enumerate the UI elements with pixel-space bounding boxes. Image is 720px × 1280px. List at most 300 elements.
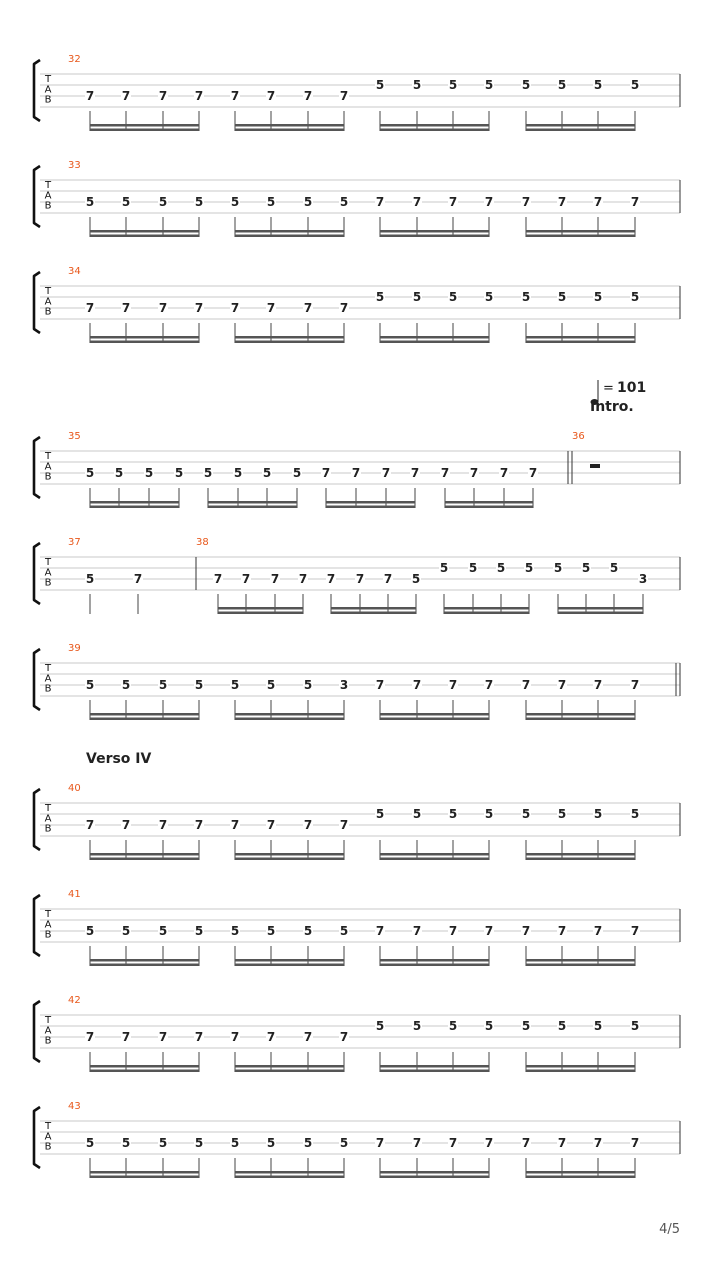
tab-clef-letter: A — [44, 84, 52, 96]
fret-number: 3 — [638, 572, 648, 586]
beam-secondary — [90, 858, 199, 861]
tab-clef-letter: A — [44, 673, 52, 685]
tab-system — [34, 537, 680, 614]
fret-number: 7 — [85, 1030, 95, 1044]
beam-primary — [235, 853, 344, 856]
fret-number: 7 — [381, 466, 391, 480]
system-bracket — [34, 1001, 40, 1062]
fret-number: 5 — [85, 1136, 95, 1150]
fret-number: 7 — [121, 89, 131, 103]
fret-number: 7 — [448, 678, 458, 692]
tab-clef — [44, 803, 52, 835]
beam-primary — [90, 501, 179, 504]
fret-number: 5 — [339, 195, 349, 209]
fret-number: 5 — [121, 195, 131, 209]
tab-clef-letter: A — [44, 919, 52, 931]
fret-number: 5 — [266, 924, 276, 938]
beam-primary — [380, 959, 489, 962]
beam-primary — [526, 336, 635, 339]
fret-number: 5 — [412, 290, 422, 304]
fret-number: 5 — [230, 678, 240, 692]
beam-primary — [526, 230, 635, 233]
tab-clef-letter: A — [44, 1131, 52, 1143]
beam-primary — [380, 1065, 489, 1068]
fret-number: 7 — [412, 195, 422, 209]
tab-system — [34, 783, 680, 860]
fret-number: 5 — [448, 78, 458, 92]
tempo-value: 101 — [617, 380, 647, 396]
fret-number: 7 — [158, 1030, 168, 1044]
fret-number: 5 — [557, 290, 567, 304]
beam-secondary — [526, 1070, 635, 1073]
fret-number: 5 — [411, 572, 421, 586]
fret-number: 7 — [266, 301, 276, 315]
beam-secondary — [526, 129, 635, 132]
fret-number: 5 — [339, 1136, 349, 1150]
fret-number: 7 — [194, 1030, 204, 1044]
beam-secondary — [90, 235, 199, 238]
tab-system — [34, 431, 680, 508]
fret-number: 5 — [303, 1136, 313, 1150]
fret-number: 7 — [499, 466, 509, 480]
measure-number: 34 — [68, 266, 81, 277]
fret-number: 7 — [375, 678, 385, 692]
fret-number: 7 — [412, 678, 422, 692]
fret-number: 5 — [484, 290, 494, 304]
fret-number: 5 — [375, 290, 385, 304]
fret-number: 7 — [230, 89, 240, 103]
tab-clef-letter: T — [44, 1121, 52, 1132]
tab-clef-letter: A — [44, 190, 52, 202]
beam-secondary — [526, 1176, 635, 1179]
fret-number: 5 — [412, 1019, 422, 1033]
system-bracket — [34, 272, 40, 333]
fret-number: 5 — [194, 1136, 204, 1150]
fret-number: 7 — [158, 818, 168, 832]
beam-secondary — [235, 964, 344, 967]
fret-number: 7 — [630, 678, 640, 692]
tempo-equals: = — [603, 381, 614, 396]
beam-secondary — [208, 506, 297, 509]
tab-clef-letter: A — [44, 813, 52, 825]
fret-number: 5 — [144, 466, 154, 480]
beam-secondary — [445, 506, 533, 509]
measure-number: 40 — [68, 783, 81, 794]
fret-number: 7 — [521, 924, 531, 938]
beam-primary — [235, 713, 344, 716]
beam-secondary — [90, 129, 199, 132]
tab-clef — [44, 286, 52, 318]
fret-number: 7 — [270, 572, 280, 586]
beam-primary — [90, 853, 199, 856]
tab-clef-letter: A — [44, 567, 52, 579]
beam-primary — [90, 1171, 199, 1174]
tab-clef — [44, 1121, 52, 1153]
fret-number: 5 — [521, 1019, 531, 1033]
fret-number: 7 — [528, 466, 538, 480]
fret-number: 7 — [630, 924, 640, 938]
fret-number: 7 — [557, 678, 567, 692]
fret-number: 7 — [158, 89, 168, 103]
beam-secondary — [90, 1070, 199, 1073]
fret-number: 5 — [581, 561, 591, 575]
fret-number: 5 — [375, 1019, 385, 1033]
beam-secondary — [444, 612, 529, 615]
beam-secondary — [380, 718, 489, 721]
tab-clef-letter: T — [44, 180, 52, 191]
fret-number: 5 — [266, 1136, 276, 1150]
fret-number: 7 — [298, 572, 308, 586]
fret-number: 7 — [383, 572, 393, 586]
beam-secondary — [526, 858, 635, 861]
system-bracket — [34, 166, 40, 227]
tab-clef — [44, 180, 52, 212]
fret-number: 7 — [484, 195, 494, 209]
fret-number: 5 — [114, 466, 124, 480]
fret-number: 7 — [266, 1030, 276, 1044]
beam-primary — [526, 1171, 635, 1174]
fret-number: 7 — [121, 1030, 131, 1044]
fret-number: 5 — [85, 678, 95, 692]
beam-secondary — [90, 964, 199, 967]
fret-number: 7 — [326, 572, 336, 586]
fret-number: 7 — [339, 301, 349, 315]
tab-clef-letter: T — [44, 74, 52, 85]
beam-secondary — [235, 341, 344, 344]
fret-number: 5 — [230, 195, 240, 209]
measure-number: 39 — [68, 643, 81, 654]
fret-number: 7 — [133, 572, 143, 586]
beam-secondary — [526, 235, 635, 238]
fret-number: 7 — [121, 818, 131, 832]
beam-secondary — [526, 718, 635, 721]
fret-number: 5 — [121, 678, 131, 692]
tab-clef-letter: T — [44, 557, 52, 568]
fret-number: 7 — [412, 1136, 422, 1150]
beam-secondary — [526, 341, 635, 344]
beam-secondary — [326, 506, 415, 509]
fret-number: 5 — [593, 807, 603, 821]
fret-number: 7 — [321, 466, 331, 480]
tab-clef-letter: T — [44, 909, 52, 920]
beam-secondary — [235, 129, 344, 132]
system-bracket — [34, 649, 40, 710]
fret-number: 5 — [484, 807, 494, 821]
tab-clef-letter: T — [44, 286, 52, 297]
fret-number: 7 — [241, 572, 251, 586]
tab-clef-letter: T — [44, 451, 52, 462]
beam-primary — [90, 959, 199, 962]
beam-primary — [331, 607, 416, 610]
fret-number: 5 — [630, 290, 640, 304]
beam-secondary — [380, 129, 489, 132]
fret-number: 5 — [630, 1019, 640, 1033]
beam-primary — [380, 1171, 489, 1174]
fret-number: 5 — [609, 561, 619, 575]
fret-number: 7 — [230, 818, 240, 832]
measure-number: 36 — [572, 431, 585, 442]
fret-number: 7 — [339, 818, 349, 832]
beam-secondary — [380, 235, 489, 238]
fret-number: 5 — [468, 561, 478, 575]
beam-primary — [380, 853, 489, 856]
fret-number: 7 — [593, 678, 603, 692]
system-bracket — [34, 60, 40, 121]
beam-secondary — [235, 858, 344, 861]
beam-primary — [380, 124, 489, 127]
fret-number: 7 — [521, 195, 531, 209]
fret-number: 7 — [266, 818, 276, 832]
fret-number: 5 — [303, 924, 313, 938]
fret-number: 5 — [85, 195, 95, 209]
fret-number: 5 — [203, 466, 213, 480]
fret-number: 7 — [303, 818, 313, 832]
fret-number: 7 — [484, 678, 494, 692]
measure-number: 37 — [68, 537, 81, 548]
fret-number: 5 — [593, 1019, 603, 1033]
fret-number: 7 — [593, 924, 603, 938]
tab-system — [34, 1101, 680, 1178]
fret-number: 5 — [121, 924, 131, 938]
fret-number: 7 — [593, 195, 603, 209]
section-label-intro: Intro. — [590, 399, 634, 415]
beam-primary — [235, 1065, 344, 1068]
measure-number: 32 — [68, 54, 81, 65]
fret-number: 5 — [630, 807, 640, 821]
fret-number: 5 — [496, 561, 506, 575]
fret-number: 7 — [521, 1136, 531, 1150]
fret-number: 7 — [484, 1136, 494, 1150]
fret-number: 5 — [194, 924, 204, 938]
fret-number: 7 — [557, 924, 567, 938]
fret-number: 5 — [412, 78, 422, 92]
beam-secondary — [90, 341, 199, 344]
fret-number: 5 — [303, 678, 313, 692]
beam-secondary — [558, 612, 643, 615]
beam-primary — [526, 124, 635, 127]
tab-clef — [44, 663, 52, 695]
fret-number: 7 — [85, 818, 95, 832]
fret-number: 7 — [230, 301, 240, 315]
fret-number: 7 — [85, 89, 95, 103]
system-bracket — [34, 895, 40, 956]
tab-clef-letter: B — [44, 1035, 52, 1047]
fret-number: 5 — [375, 78, 385, 92]
fret-number: 7 — [194, 301, 204, 315]
fret-number: 5 — [158, 195, 168, 209]
fret-number: 5 — [521, 807, 531, 821]
fret-number: 5 — [339, 924, 349, 938]
fret-number: 5 — [85, 924, 95, 938]
beam-primary — [90, 336, 199, 339]
system-bracket — [34, 543, 40, 604]
fret-number: 7 — [230, 1030, 240, 1044]
fret-number: 3 — [339, 678, 349, 692]
fret-number: 5 — [262, 466, 272, 480]
measure-number: 33 — [68, 160, 81, 171]
beam-secondary — [380, 341, 489, 344]
beam-secondary — [526, 964, 635, 967]
fret-number: 5 — [484, 78, 494, 92]
tab-clef-letter: T — [44, 663, 52, 674]
beam-primary — [445, 501, 533, 504]
beam-secondary — [90, 1176, 199, 1179]
beam-primary — [90, 124, 199, 127]
system-bracket — [34, 789, 40, 850]
tab-clef-letter: A — [44, 1025, 52, 1037]
tab-clef — [44, 557, 52, 589]
beam-primary — [90, 1065, 199, 1068]
fret-number: 7 — [375, 924, 385, 938]
beam-secondary — [90, 506, 179, 509]
fret-number: 7 — [303, 301, 313, 315]
beam-primary — [90, 713, 199, 716]
fret-number: 7 — [194, 818, 204, 832]
fret-number: 5 — [266, 195, 276, 209]
beam-primary — [380, 336, 489, 339]
tab-system — [34, 643, 680, 720]
fret-number: 7 — [121, 301, 131, 315]
fret-number: 5 — [233, 466, 243, 480]
beam-primary — [235, 230, 344, 233]
fret-number: 5 — [412, 807, 422, 821]
beam-secondary — [380, 1176, 489, 1179]
beam-primary — [90, 230, 199, 233]
fret-number: 7 — [469, 466, 479, 480]
fret-number: 5 — [230, 924, 240, 938]
fret-number: 5 — [439, 561, 449, 575]
fret-number: 7 — [355, 572, 365, 586]
fret-number: 7 — [521, 678, 531, 692]
fret-number: 7 — [339, 1030, 349, 1044]
beam-primary — [558, 607, 643, 610]
fret-number: 5 — [174, 466, 184, 480]
beam-primary — [208, 501, 297, 504]
tab-clef — [44, 1015, 52, 1047]
beam-primary — [235, 959, 344, 962]
fret-number: 5 — [521, 290, 531, 304]
tab-clef-letter: B — [44, 200, 52, 212]
fret-number: 5 — [630, 78, 640, 92]
fret-number: 5 — [121, 1136, 131, 1150]
beam-primary — [326, 501, 415, 504]
fret-number: 5 — [521, 78, 531, 92]
measure-number: 42 — [68, 995, 81, 1006]
fret-number: 7 — [630, 1136, 640, 1150]
beam-primary — [380, 713, 489, 716]
measure-number: 41 — [68, 889, 81, 900]
tab-clef-letter: A — [44, 461, 52, 473]
fret-number: 5 — [448, 290, 458, 304]
fret-number: 7 — [85, 301, 95, 315]
beam-secondary — [235, 235, 344, 238]
beam-secondary — [380, 1070, 489, 1073]
system-bracket — [34, 437, 40, 498]
beam-secondary — [331, 612, 416, 615]
tab-system — [34, 889, 680, 966]
fret-number: 7 — [484, 924, 494, 938]
fret-number: 7 — [303, 1030, 313, 1044]
fret-number: 7 — [339, 89, 349, 103]
fret-number: 5 — [375, 807, 385, 821]
fret-number: 5 — [448, 1019, 458, 1033]
beam-secondary — [235, 1070, 344, 1073]
tab-system — [34, 160, 680, 237]
tab-clef-letter: A — [44, 296, 52, 308]
fret-number: 7 — [158, 301, 168, 315]
tab-system — [34, 995, 680, 1072]
tab-clef-letter: T — [44, 1015, 52, 1026]
tab-clef-letter: B — [44, 683, 52, 695]
fret-number: 7 — [266, 89, 276, 103]
beam-primary — [526, 713, 635, 716]
fret-number: 5 — [553, 561, 563, 575]
fret-number: 7 — [440, 466, 450, 480]
beam-primary — [235, 1171, 344, 1174]
beam-secondary — [235, 1176, 344, 1179]
beam-primary — [235, 336, 344, 339]
tab-clef-letter: B — [44, 1141, 52, 1153]
fret-number: 7 — [351, 466, 361, 480]
fret-number: 5 — [292, 466, 302, 480]
fret-number: 7 — [557, 195, 567, 209]
fret-number: 5 — [593, 290, 603, 304]
fret-number: 5 — [158, 678, 168, 692]
fret-number: 7 — [448, 924, 458, 938]
tab-clef — [44, 74, 52, 106]
fret-number: 7 — [194, 89, 204, 103]
fret-number: 5 — [158, 924, 168, 938]
measure-number: 38 — [196, 537, 209, 548]
system-bracket — [34, 1107, 40, 1168]
beam-secondary — [380, 858, 489, 861]
fret-number: 7 — [410, 466, 420, 480]
tab-clef-letter: B — [44, 929, 52, 941]
fret-number: 5 — [85, 466, 95, 480]
fret-number: 7 — [375, 1136, 385, 1150]
beam-primary — [444, 607, 529, 610]
fret-number: 5 — [266, 678, 276, 692]
fret-number: 5 — [158, 1136, 168, 1150]
tab-system — [34, 266, 680, 343]
fret-number: 5 — [557, 807, 567, 821]
tab-clef — [44, 909, 52, 941]
tab-clef-letter: B — [44, 94, 52, 106]
tab-clef — [44, 451, 52, 483]
half-rest — [590, 464, 600, 468]
fret-number: 5 — [524, 561, 534, 575]
beam-secondary — [235, 718, 344, 721]
fret-number: 7 — [213, 572, 223, 586]
beam-primary — [526, 959, 635, 962]
beam-secondary — [380, 964, 489, 967]
fret-number: 7 — [303, 89, 313, 103]
fret-number: 7 — [557, 1136, 567, 1150]
beam-secondary — [218, 612, 303, 615]
fret-number: 5 — [593, 78, 603, 92]
fret-number: 7 — [375, 195, 385, 209]
tab-clef-letter: B — [44, 577, 52, 589]
fret-number: 5 — [194, 195, 204, 209]
beam-primary — [218, 607, 303, 610]
tab-clef-letter: B — [44, 306, 52, 318]
fret-number: 7 — [448, 1136, 458, 1150]
page-number: 4/5 — [659, 1222, 680, 1237]
tab-clef-letter: B — [44, 471, 52, 483]
tab-clef-letter: B — [44, 823, 52, 835]
tab-clef-letter: T — [44, 803, 52, 814]
fret-number: 7 — [448, 195, 458, 209]
